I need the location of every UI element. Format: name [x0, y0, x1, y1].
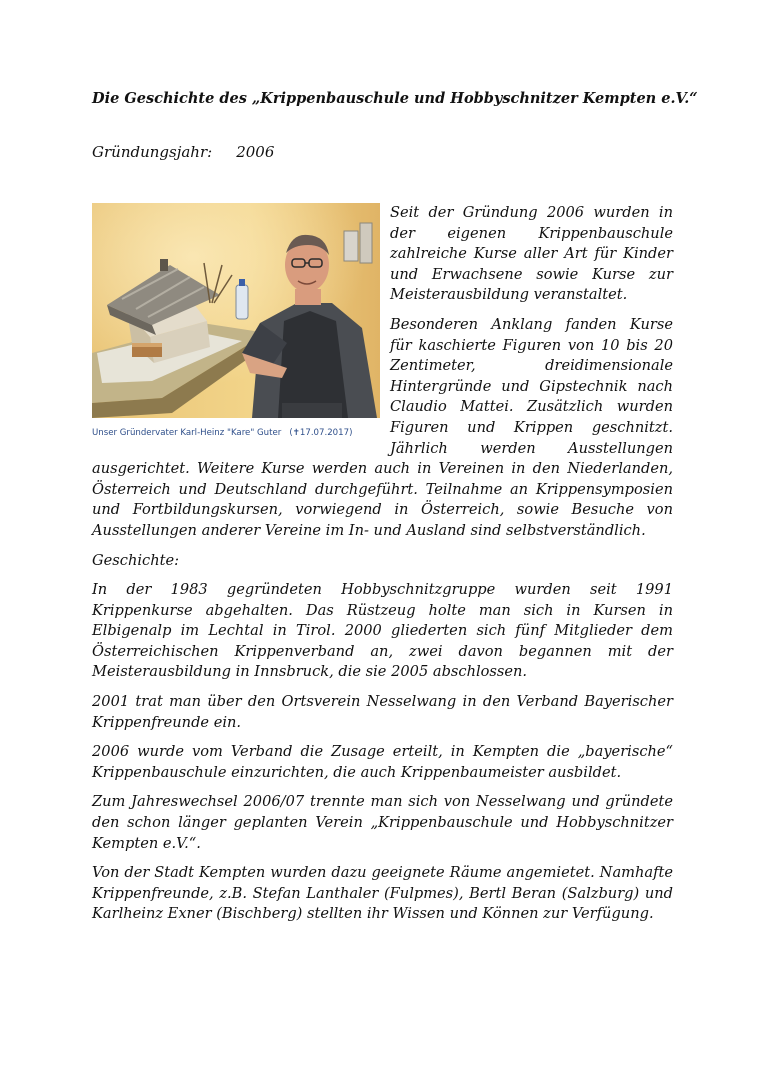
paragraph-courses: Besonderen Anklang fanden Kurse für kaschierte Figuren von 10 bis 20 Zentimeter, dreidimensionale Hintergründe und Gipstechnik nach Claudio Mattei. Zusätzlich wurden Figuren und Krippen geschnitzt. Jährlich werden Ausstellungen ausgerichtet. Weitere Kurse werden auch in Vereinen in den Niederlanden, Österreich und Deutschland durchgeführt. Teilnahme an Krippensymposien und Fortbildungskursen, vorwiegend in Österreich, sowie Besuche von Ausstellungen anderer Vereine im In- und Ausland sind selbstverständlich. [92, 315, 673, 539]
photo-caption [92, 427, 380, 439]
paragraph-rooms: Von der Stadt Kempten wurden dazu geeignete Räume angemietet. Namhafte Krippenfreunde, z.B. Stefan Lanthaler (Fulpmes), Bertl Beran (Salzburg) und Karlheinz Exner (Bischberg) stellten ihr Wissen und Können zur Verfügung. [92, 864, 673, 923]
photo-caption-date: (✝17.07.2017) [289, 428, 353, 438]
document-body [92, 203, 673, 934]
founding-year-value: 2006 [236, 143, 275, 161]
founder-photo [92, 203, 380, 418]
founder-figure [92, 203, 380, 439]
paragraph-history-1983: In der 1983 gegründeten Hobbyschnitzgruppe wurden seit 1991 Krippenkurse abgehalten. Das Rüstzeug holte man sich in Kursen in Elbigenalp im Lechtal in Tirol. 2000 gliederten sich fünf Mitglieder dem Österreichischen Krippenverband an, zwei davon begannen mit der Meisterausbildung in Innsbruck, die sie 2005 abschlossen. [92, 581, 673, 681]
document-title: Die Geschichte des „Krippenbauschule und Hobbyschnitzer Kempten e.V.“ [92, 90, 698, 107]
paragraph-history-2006-07: Zum Jahreswechsel 2006/07 trennte man sich von Nesselwang und gründete den schon länger geplanten Verein „Krippenbauschule und Hobbyschnitzer Kempten e.V.“. [92, 793, 673, 852]
paragraph-intro: Seit der Gründung 2006 wurden in der eigenen Krippenbauschule zahlreiche Kurse aller Art für Kinder und Erwachsene sowie Kurse zur Meisterausbildung veranstaltet. [390, 204, 673, 304]
founding-year-row [92, 143, 274, 161]
founding-year-label: Gründungsjahr: [92, 143, 213, 161]
section-heading-geschichte: Geschichte: [92, 551, 180, 569]
paragraph-history-2001: 2001 trat man über den Ortsverein Nesselwang in den Verband Bayerischer Krippenfreunde ein. [92, 693, 673, 731]
photo-caption-text: Unser Gründervater Karl-Heinz "Kare" Guter [92, 428, 282, 438]
paragraph-history-2006: 2006 wurde vom Verband die Zusage erteilt, in Kempten die „bayerische“ Krippenbauschule einzurichten, die auch Krippenbaumeister ausbildet. [92, 743, 673, 781]
